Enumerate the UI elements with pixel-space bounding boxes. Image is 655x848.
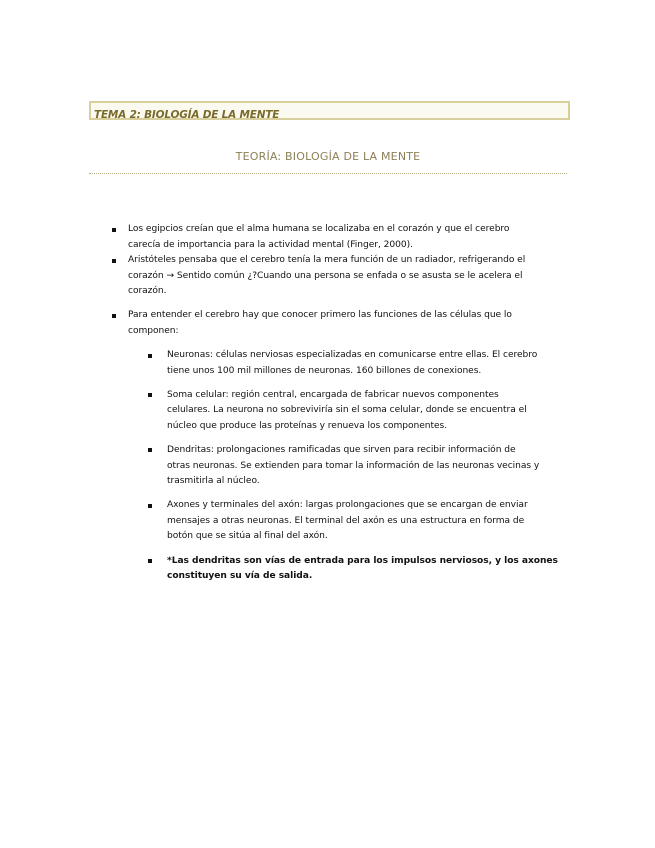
text-line: Soma celular: región central, encargada de fabricar nuevos componentes <box>167 389 499 400</box>
square-bullet-icon <box>148 504 152 508</box>
text-line: botón que se sitúa al final del axón. <box>167 531 328 542</box>
square-bullet-icon <box>148 559 152 563</box>
cell-parts-bullet-list <box>167 348 565 593</box>
cells-intro-bullet-list <box>128 308 558 339</box>
text-line: Neuronas: células nerviosas especializadas en comunicarse entre ellas. El cerebro <box>167 350 538 360</box>
text-line: *Las dendritas son vías de entrada para los impulsos nerviosos, y los axones <box>167 555 558 566</box>
list-item <box>128 222 558 253</box>
list-item <box>167 443 565 490</box>
text-line: mensajes a otras neuronas. El terminal del axón es una estructura en forma de <box>167 515 525 526</box>
text-line: constituyen su vía de salida. <box>167 571 313 582</box>
list-item <box>167 498 565 545</box>
list-item <box>167 348 565 379</box>
text-line: tiene unos 100 mil millones de neuronas. 160 billones de conexiones. <box>167 365 482 376</box>
list-item-emphasis <box>167 554 565 585</box>
text-line: corazón. <box>128 286 167 297</box>
square-bullet-icon <box>148 448 152 452</box>
text-line: Los egipcios creían que el alma humana se localizaba en el corazón y que el cerebro <box>128 224 510 234</box>
square-bullet-icon <box>112 228 116 232</box>
text-line: corazón → Sentido común ¿?Cuando una persona se enfada o se asusta se le acelera el <box>128 270 523 281</box>
list-item <box>128 253 558 300</box>
text-line: otras neuronas. Se extienden para tomar la información de las neuronas vecinas y <box>167 460 540 471</box>
intro-bullet-list <box>128 222 558 300</box>
text-line: núcleo que produce las proteínas y renueva los componentes. <box>167 420 448 431</box>
text-line: trasmitirla al núcleo. <box>167 476 260 487</box>
text-line: Para entender el cerebro hay que conocer primero las funciones de las células que lo <box>128 310 512 320</box>
text-line: celulares. La neurona no sobreviviría sin el soma celular, donde se encuentra el <box>167 405 527 416</box>
square-bullet-icon <box>148 354 152 358</box>
square-bullet-icon <box>112 314 116 318</box>
section-title: TEORÍA: BIOLOGÍA DE LA MENTE <box>235 150 421 163</box>
list-item <box>128 308 558 339</box>
square-bullet-icon <box>148 393 152 397</box>
text-line: Aristóteles pensaba que el cerebro tenía la mera función de un radiador, refrigerando el <box>128 255 526 266</box>
list-item <box>167 388 565 435</box>
text-line: componen: <box>128 325 179 336</box>
text-line: Axones y terminales del axón: largas prolongaciones que se encargan de enviar <box>167 500 528 511</box>
topic-header-title: TEMA 2: BIOLOGÍA DE LA MENTE <box>94 109 280 121</box>
square-bullet-icon <box>112 259 116 263</box>
topic-header-box <box>89 101 570 120</box>
dotted-divider <box>89 173 567 174</box>
text-line: carecía de importancia para la actividad mental (Finger, 2000). <box>128 239 413 250</box>
text-line: Dendritas: prolongaciones ramificadas que sirven para recibir información de <box>167 444 516 455</box>
